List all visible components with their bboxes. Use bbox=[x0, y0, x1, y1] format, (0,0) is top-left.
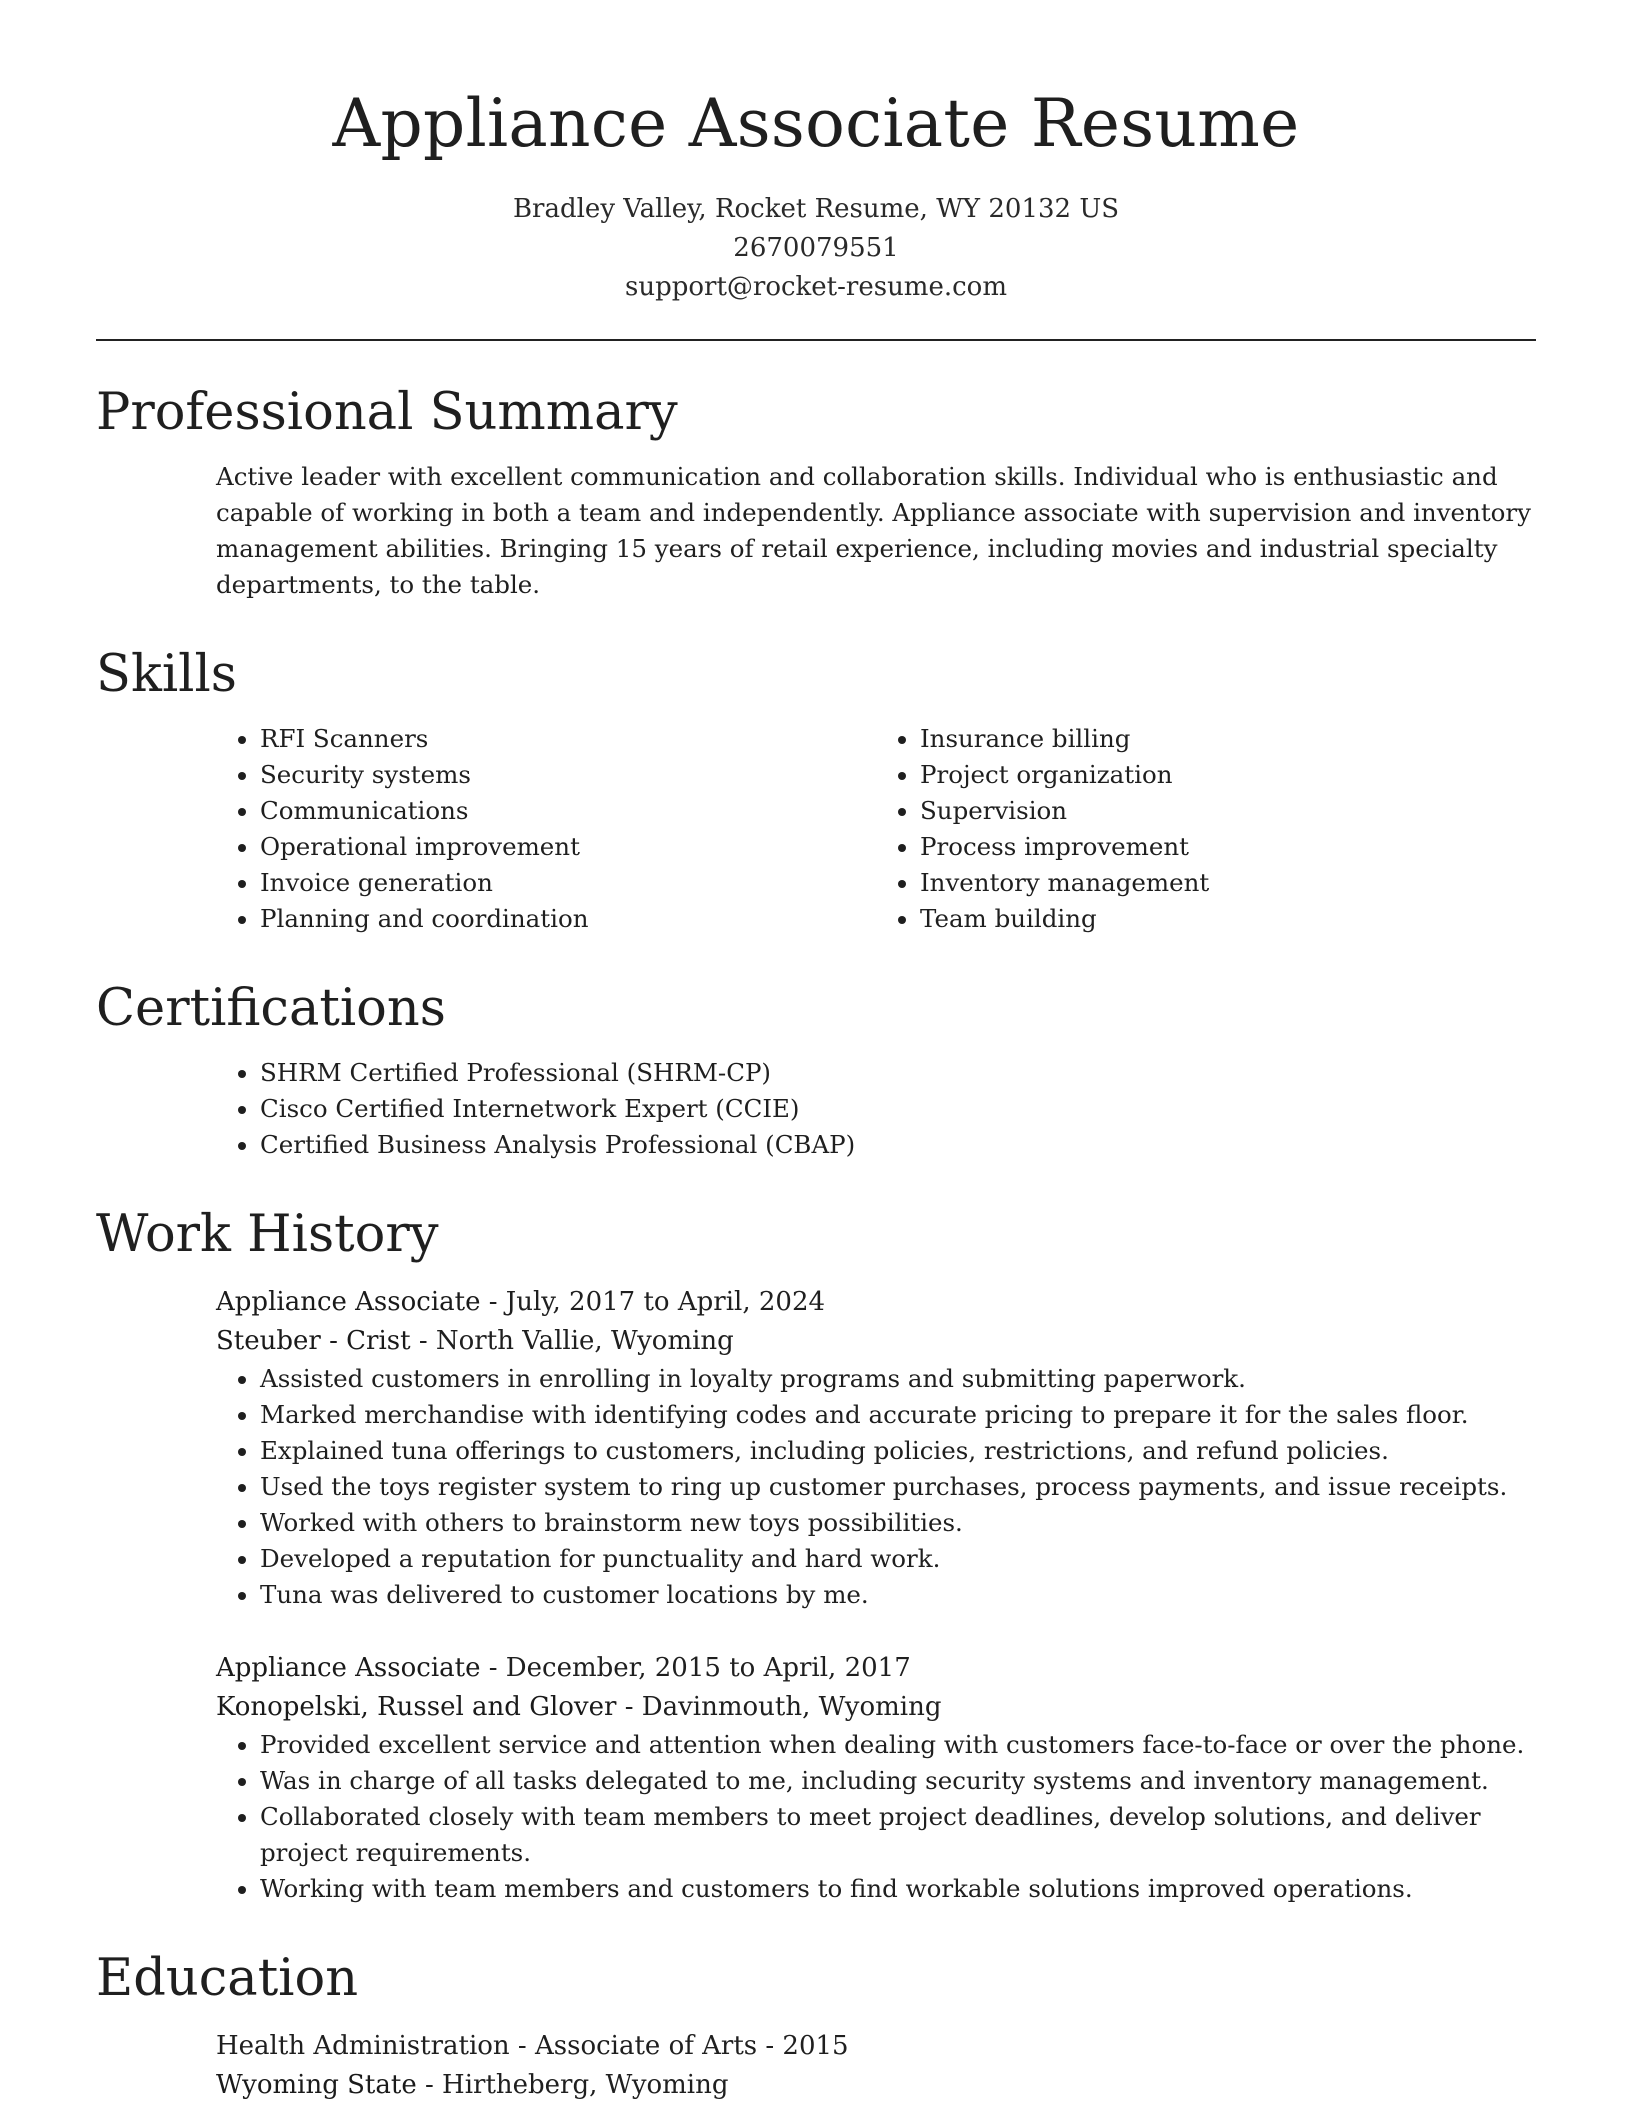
job-location: - Davinmouth, Wyoming bbox=[616, 1692, 942, 1722]
list-item: • Team building bbox=[920, 901, 1536, 937]
list-item: • Worked with others to brainstorm new toys possibilities. bbox=[260, 1505, 1536, 1541]
list-item: • Tuna was delivered to customer locations by me. bbox=[260, 1577, 1536, 1613]
list-item: • Insurance billing bbox=[920, 721, 1536, 757]
education-entry bbox=[216, 2027, 1536, 2105]
job-entry bbox=[216, 1649, 1536, 1907]
job-title-line bbox=[216, 1649, 1536, 1688]
job-bullets bbox=[216, 1361, 1536, 1613]
job-role: Appliance Associate bbox=[216, 1287, 481, 1317]
degree-line: Health Administration - Associate of Arts - 2015 bbox=[216, 2031, 849, 2061]
skills-section bbox=[96, 645, 1536, 937]
job-role: Appliance Associate bbox=[216, 1653, 481, 1683]
summary-heading: Professional Summary bbox=[96, 383, 678, 442]
job-company: Steuber - Crist bbox=[216, 1326, 411, 1356]
address-text: Bradley Valley, Rocket Resume, WY 20132 US bbox=[512, 194, 1120, 224]
list-item: • Process improvement bbox=[920, 829, 1536, 865]
job-bullets bbox=[216, 1727, 1536, 1907]
list-item: • Marked merchandise with identifying codes and accurate pricing to prepare it for the sales floor. bbox=[260, 1397, 1536, 1433]
contact-info bbox=[96, 190, 1536, 307]
job-company-line bbox=[216, 1688, 1536, 1727]
list-item: • Supervision bbox=[920, 793, 1536, 829]
list-item: • Cisco Certified Internetwork Expert (CCIE) bbox=[260, 1091, 1536, 1127]
job-dates: - July, 2017 to April, 2024 bbox=[480, 1287, 826, 1317]
list-item: • SHRM Certified Professional (SHRM-CP) bbox=[260, 1055, 1536, 1091]
list-item: • Certified Business Analysis Professional (CBAP) bbox=[260, 1127, 1536, 1163]
list-item: • Was in charge of all tasks delegated to me, including security systems and inventory management. bbox=[260, 1763, 1536, 1799]
skills-columns bbox=[216, 721, 1536, 937]
work-history-heading: Work History bbox=[96, 1205, 439, 1264]
list-item: • Operational improvement bbox=[260, 829, 876, 865]
school-line bbox=[216, 2066, 1536, 2105]
certifications-section bbox=[96, 979, 1536, 1163]
list-item: • Explained tuna offerings to customers, including policies, restrictions, and refund policies. bbox=[260, 1433, 1536, 1469]
summary-text: Active leader with excellent communication and collaboration skills. Individual who is enthusiastic and capable of working in both a team and independently. Appliance associate with supervision and inventory management abilities. Bringing 15 years of retail experience, including movies and industrial specialty departments, to the table. bbox=[216, 462, 1531, 599]
header-divider bbox=[96, 339, 1536, 341]
education-section bbox=[96, 1949, 1536, 2105]
summary-section bbox=[96, 383, 1536, 603]
education-heading: Education bbox=[96, 1949, 359, 2008]
list-item: • Collaborated closely with team members to meet project deadlines, develop solutions, and deliver project requirements. bbox=[260, 1799, 1536, 1871]
school-location: - Hirtheberg, Wyoming bbox=[416, 2070, 729, 2100]
skills-right-column bbox=[876, 721, 1536, 937]
list-item: • RFI Scanners bbox=[260, 721, 876, 757]
email-text: support@rocket-resume.com bbox=[624, 272, 1007, 302]
job-location: - North Vallie, Wyoming bbox=[410, 1326, 734, 1356]
list-item: • Invoice generation bbox=[260, 865, 876, 901]
page-title: Appliance Associate Resume bbox=[332, 85, 1300, 162]
list-item: • Used the toys register system to ring up customer purchases, process payments, and issue receipts. bbox=[260, 1469, 1536, 1505]
list-item: • Working with team members and customers to find workable solutions improved operations. bbox=[260, 1871, 1536, 1907]
job-dates: - December, 2015 to April, 2017 bbox=[480, 1653, 911, 1683]
school-name: Wyoming State bbox=[216, 2070, 417, 2100]
list-item: • Provided excellent service and attention when dealing with customers face-to-face or over the phone. bbox=[260, 1727, 1536, 1763]
certifications-bullets bbox=[216, 1055, 1536, 1163]
list-item: • Developed a reputation for punctuality and hard work. bbox=[260, 1541, 1536, 1577]
certifications-heading: Certifications bbox=[96, 979, 446, 1038]
phone-text: 2670079551 bbox=[733, 233, 899, 263]
job-entry bbox=[216, 1283, 1536, 1613]
work-history-section bbox=[96, 1205, 1536, 1907]
list-item: • Project organization bbox=[920, 757, 1536, 793]
job-company-line bbox=[216, 1322, 1536, 1361]
list-item: • Inventory management bbox=[920, 865, 1536, 901]
skills-heading: Skills bbox=[96, 645, 237, 704]
list-item: • Planning and coordination bbox=[260, 901, 876, 937]
job-company: Konopelski, Russel and Glover bbox=[216, 1692, 617, 1722]
resume-header bbox=[96, 0, 1536, 307]
list-item: • Communications bbox=[260, 793, 876, 829]
list-item: • Assisted customers in enrolling in loyalty programs and submitting paperwork. bbox=[260, 1361, 1536, 1397]
certifications-list bbox=[216, 1055, 1536, 1163]
job-title-line bbox=[216, 1283, 1536, 1322]
skills-left-column bbox=[216, 721, 876, 937]
list-item: • Security systems bbox=[260, 757, 876, 793]
